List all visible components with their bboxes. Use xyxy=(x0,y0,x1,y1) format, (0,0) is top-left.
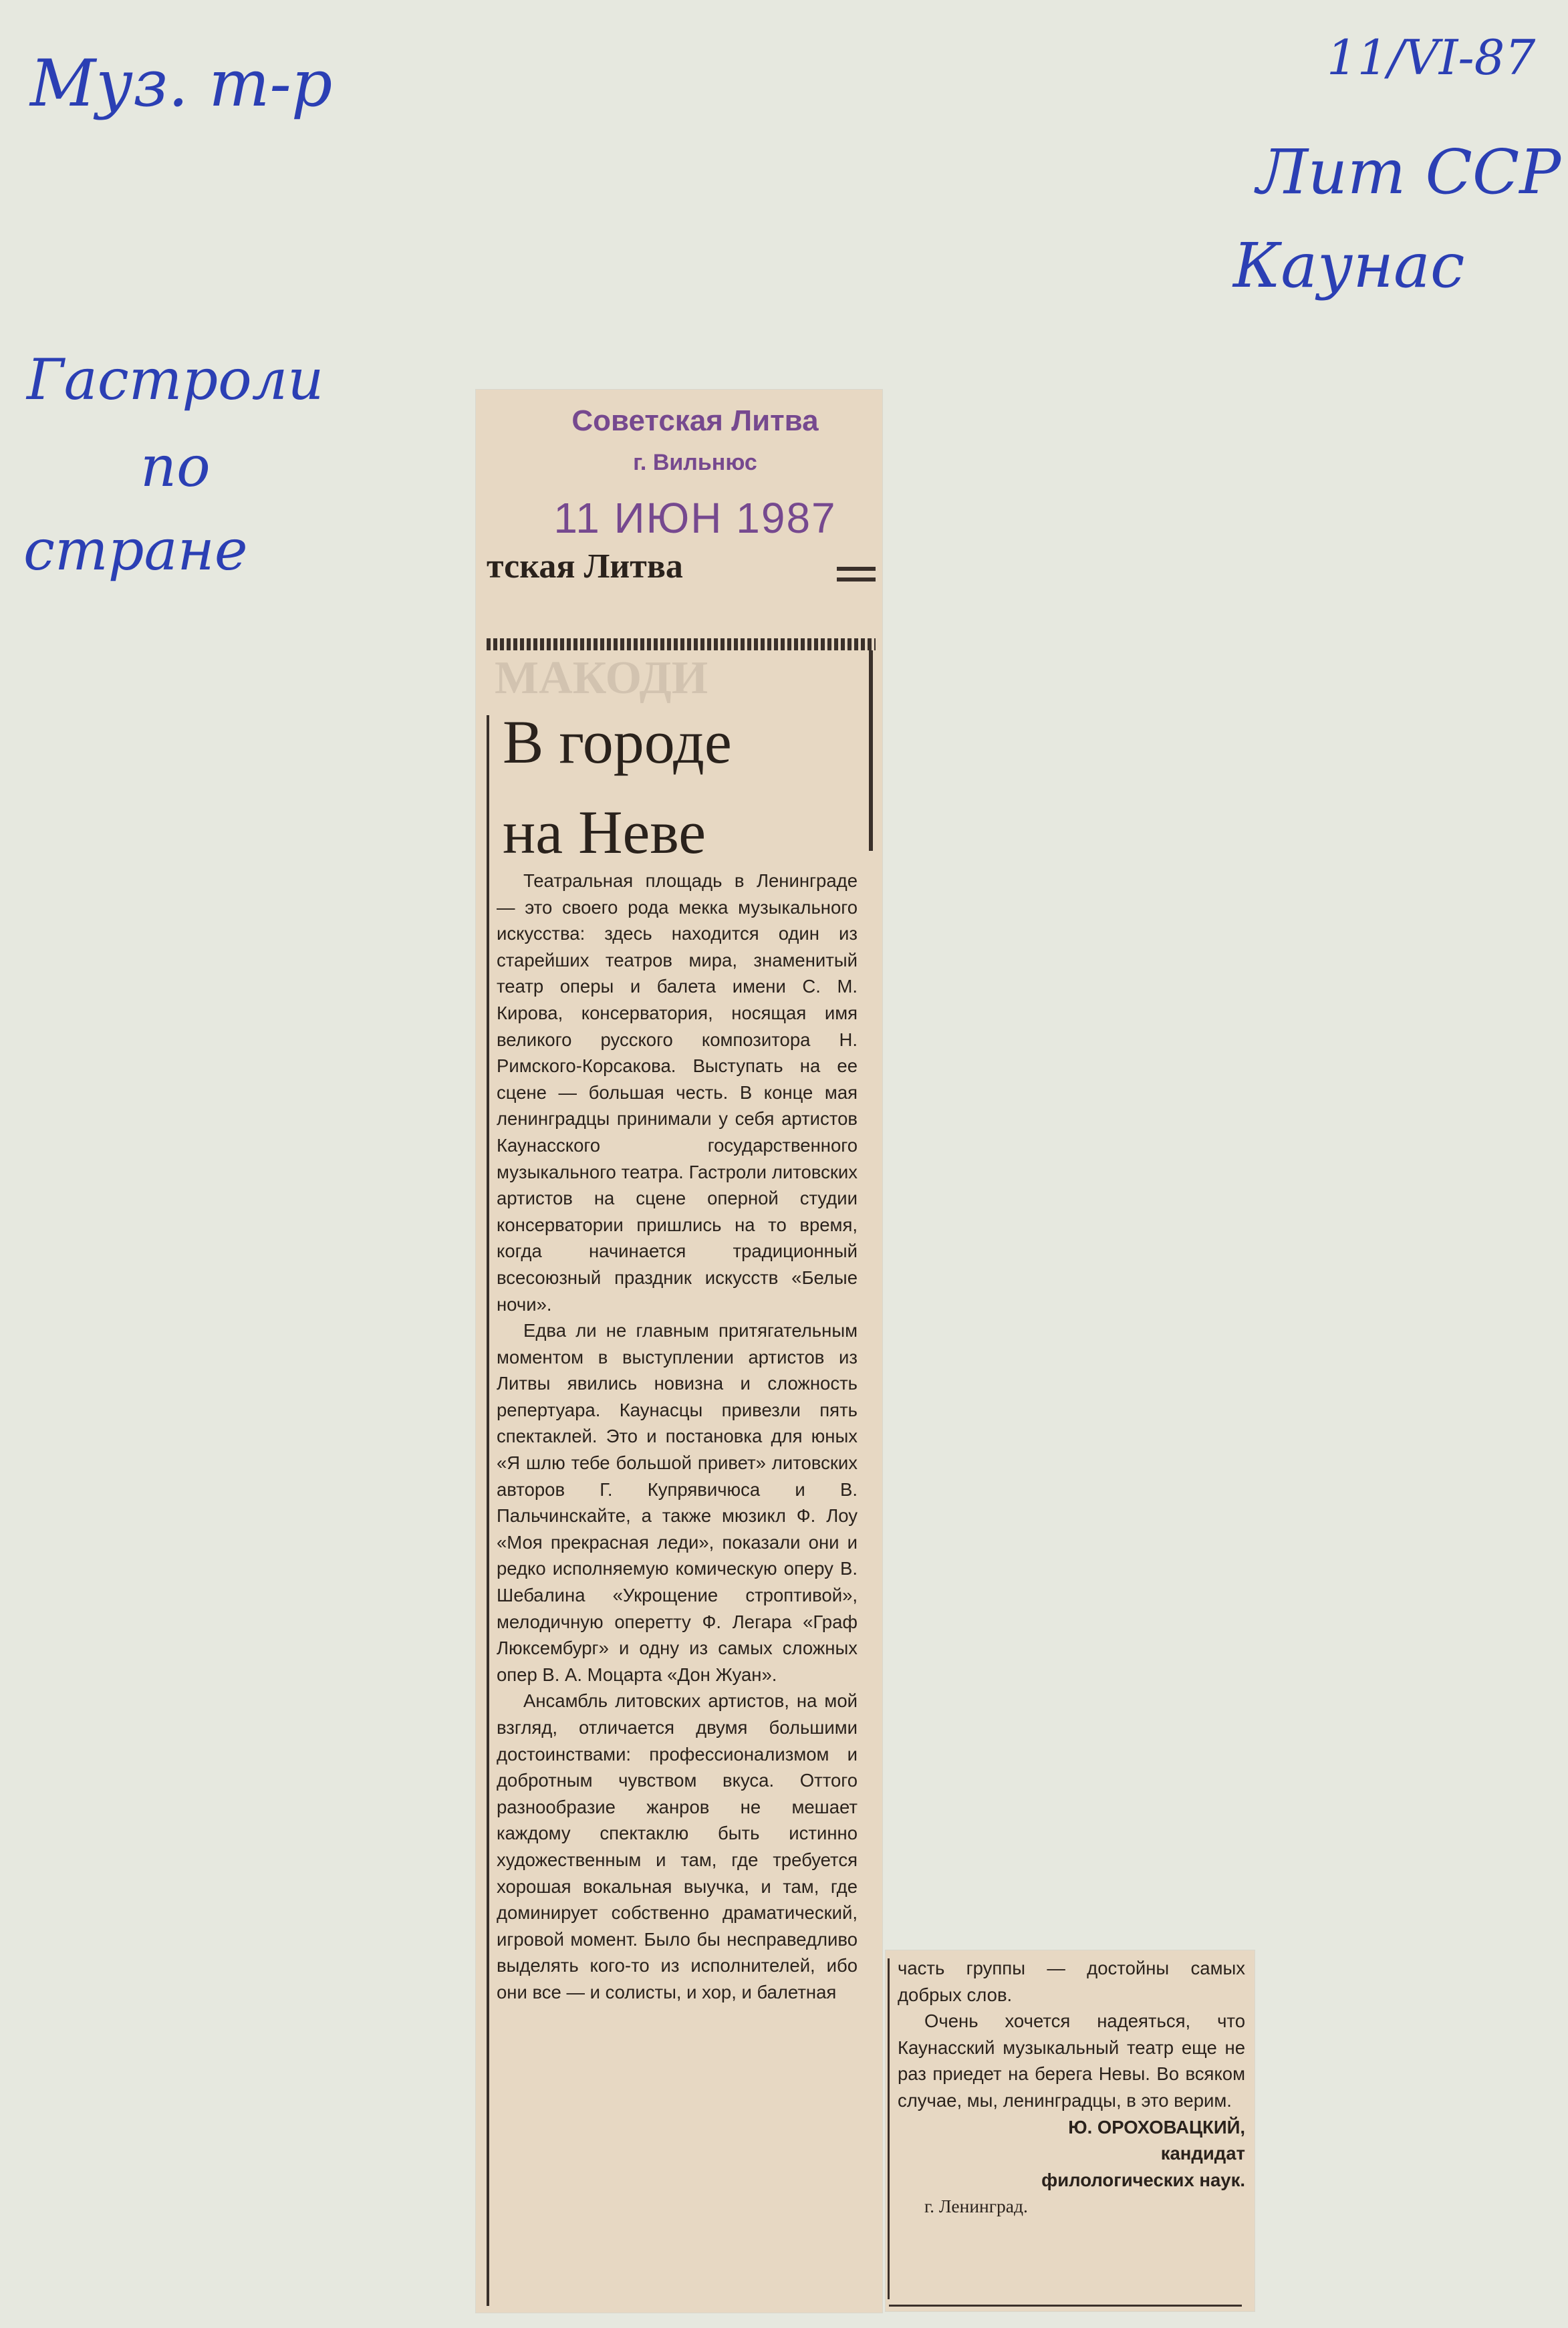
article-paragraph-4: часть группы — достойны самых добрых слов. xyxy=(898,1958,1245,2005)
stamp-date: 11 ИЮН 1987 xyxy=(553,494,837,542)
headline-left-border xyxy=(487,715,489,2306)
header-rule xyxy=(487,638,876,650)
handwritten-tour-note-line3: стране xyxy=(23,517,248,583)
handwritten-tour-note-line2: по xyxy=(140,434,211,499)
article-headline-line2: на Неве xyxy=(503,798,706,866)
stamp-city: г. Вильнюс xyxy=(633,450,757,475)
newspaper-masthead: тская Литва xyxy=(487,547,683,586)
article-column-1 xyxy=(497,868,858,2006)
newspaper-stamp xyxy=(521,404,869,543)
article-headline-line1: В городе xyxy=(503,708,732,776)
handwritten-music-theatre-note: Муз. т-р xyxy=(30,46,333,121)
article-paragraph-2: Едва ли не главным притягательным моментом в выступлении артистов из Литвы явились новизна и сложность репертуара. Каунасцы привезли пять спектаклей. Это и постановка для юных «Я шлю тебе большой привет» литовских авторов Г. Купрявичюса и В. Пальчинскайте, а также мюзикл Ф. Лоу «Моя прекрасная леди», показали они и редко исполняемую комическую оперу В. Шебалина «Укрощение строптивой», мелодичную оперетту Ф. Легара «Граф Люксембург» и одну из самых сложных опер В. А. Моцарта «Дон Жуан». xyxy=(497,1320,858,1685)
handwritten-date-note: 11/VI-87 xyxy=(1327,29,1536,86)
handwritten-region-note: Лит ССР xyxy=(1257,136,1561,208)
article-paragraph-3: Ансамбль литовских артистов, на мой взгляд, отличается двумя большими достоинствами: профессионализмом и добротным чувством вкуса. Оттого разнообразие жанров не мешает каждому спектаклю быть истинно художественным и там, где требуется хорошая вокальная выучка, и там, где доминирует собственно драматический, игровой момент. Было бы несправедливо выделять кого-то из исполнителей, ибо они все — и солисты, и хор, и балетная xyxy=(497,1690,858,2002)
column-2-bottom-rule xyxy=(889,2305,1242,2307)
header-box-right-border xyxy=(869,650,873,851)
print-through-shadow: МАКОДИ xyxy=(495,652,708,704)
masthead-dash-2 xyxy=(837,577,876,581)
author-name: Ю. ОРОХОВАЦКИЙ, xyxy=(1068,2116,1245,2138)
stamp-newspaper-name: Советская Литва xyxy=(571,404,819,437)
author-title-line2: филологических наук. xyxy=(1041,2169,1245,2190)
article-column-2 xyxy=(898,1955,1245,2220)
article-paragraph-1: Театральная площадь в Ленинграде — это своего рода мекка музыкального искусства: здесь находится один из старейших театров мира, знаменитый театр оперы и балета имени С. М. Кирова, консерватория, носящая имя великого русского композитора Н. Римского-Корсакова. Выступать на ее сцене — большая честь. В конце мая ленинградцы принимали у себя артистов Каунасского государственного музыкального театра. Гастроли литовских артистов на сцене оперной студии консерватории пришлись на то время, когда начинается традиционный всесоюзный праздник искусств «Белые ночи». xyxy=(497,870,858,1315)
masthead-dash-1 xyxy=(837,567,876,571)
column-2-left-border xyxy=(888,1958,890,2299)
handwritten-city-note: Каунас xyxy=(1233,230,1465,301)
article-paragraph-5: Очень хочется надеяться, что Каунасский музыкальный театр еще не раз приедет на берега Невы. Во всяком случае, мы, ленинградцы, в это верим. xyxy=(898,2011,1245,2111)
author-title-line1: кандидат xyxy=(1160,2143,1245,2164)
author-city: г. Ленинград. xyxy=(924,2196,1028,2217)
handwritten-tour-note-line1: Гастроли xyxy=(27,347,324,412)
